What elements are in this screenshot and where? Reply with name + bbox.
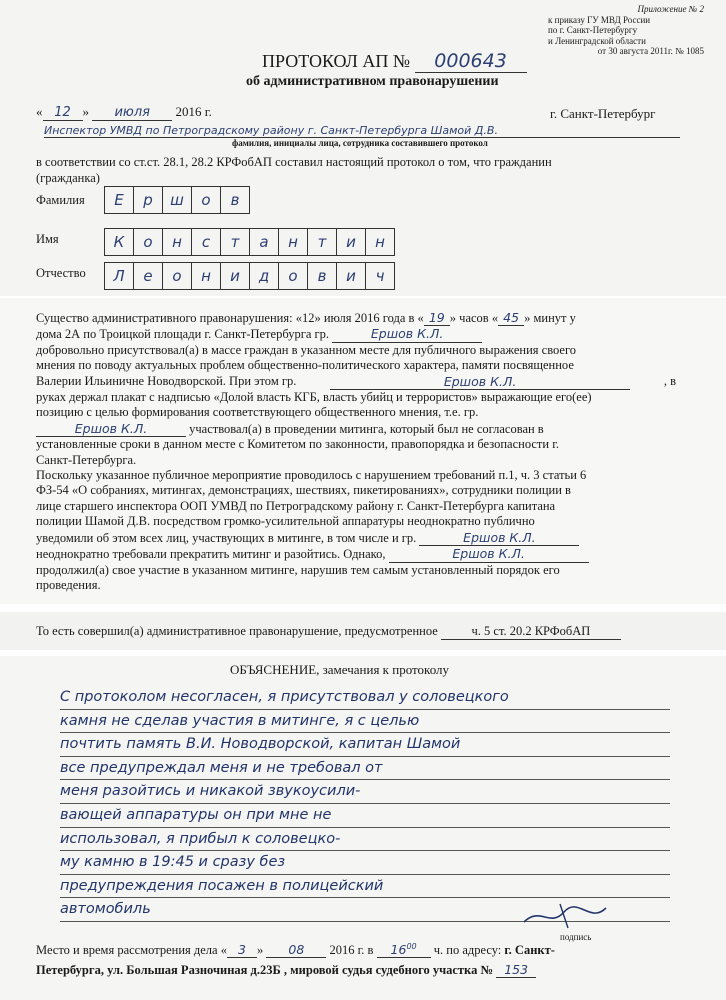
patronymic-cell: ч	[366, 263, 395, 289]
explanation-line: автомобиль	[60, 898, 670, 922]
name-label: Имя	[36, 232, 59, 246]
explanation-line: вающей аппаратуры он при мне не	[60, 804, 670, 828]
explanation-line: предупреждения посажен в полицейский	[60, 875, 670, 899]
surname-cell: в	[221, 187, 250, 213]
explanation-line: использовал, я прибыл к соловецко-	[60, 828, 670, 852]
patronymic-cell: и	[337, 263, 366, 289]
surname-cell: о	[192, 187, 221, 213]
intro-text-2: (гражданка)	[36, 171, 100, 185]
essence-line-13: лице старшего инспектора ООП УМВД по Петроградскому району г. Санкт-Петербурга капитана	[36, 498, 556, 513]
name-cell: т	[221, 229, 250, 255]
surname-cells	[104, 186, 250, 214]
protocol-city: г. Санкт-Петербург	[550, 106, 656, 121]
officer-caption: фамилия, инициалы лица, сотрудника составившего протокол	[232, 138, 488, 148]
explanation-line: камня не сделав участия в митинге, я с целью	[60, 710, 670, 734]
essence-line-4: мнения по поводу актуальных проблем общественно-политического характера, памяти посвященное	[36, 358, 574, 373]
patronymic-cell: о	[163, 263, 192, 289]
explanation-line: С протоколом несогласен, я присутствовал у соловецкого	[60, 686, 670, 710]
essence-line-9: установленные сроки в данном месте с Комитетом по законности, правопорядка и безопасности г.	[36, 437, 560, 452]
essence-line-17: продолжил(а) свое участие в указанном митинге, нарушив тем самым установленный порядок его	[36, 562, 560, 577]
patronymic-cell: о	[279, 263, 308, 289]
page-title: ПРОТОКОЛ АП № 000643	[262, 50, 527, 73]
explanation-line: все предупреждал меня и не требовал от	[60, 757, 670, 781]
officer-name: Инспектор УМВД по Петроградскому району г. Санкт-Петербурга Шамой Д.В.	[44, 124, 680, 138]
patronymic-cells	[104, 262, 395, 290]
essence-line-10: Санкт-Петербурга.	[36, 452, 137, 467]
appendix-note: Приложение № 2 к приказу ГУ МВД России по г. Санкт-Петербургу и Ленинградской области от 30 августа 2011г. № 1085	[548, 4, 704, 56]
essence-line-12: ФЗ-54 «О собраниях, митингах, демонстрациях, шествиях, пикетированиях», сотрудники полиции в	[36, 483, 571, 498]
protocol-date: « 12 » июля 2016 г.	[36, 104, 212, 120]
essence-line-16: неоднократно требовали прекратить митинг и разойтись. Однако, Ершов К.Л.	[36, 546, 676, 562]
name-cell: т	[308, 229, 337, 255]
essence-line-8: Ершов К.Л. участвовал(а) в проведении митинга, который был не согласован в	[36, 421, 676, 437]
page-subtitle: об административном правонарушении	[246, 74, 499, 89]
name-cell: о	[134, 229, 163, 255]
surname-cell: ш	[163, 187, 192, 213]
essence-body	[36, 310, 676, 593]
intro-text: в соответствии со ст.ст. 28.1, 28.2 КРФобАП составил настоящий протокол о том, что гражданин	[36, 155, 552, 169]
surname-cell: Е	[105, 187, 134, 213]
patronymic-cell: Л	[105, 263, 134, 289]
surname-label: Фамилия	[36, 193, 85, 207]
name-cell: н	[279, 229, 308, 255]
essence-line-5: Валерии Ильиничне Новодворской. При этом гр. Ершов К.Л. , в	[36, 373, 676, 389]
surname-cell: р	[134, 187, 163, 213]
signature-caption: подпись	[560, 932, 592, 942]
essence-line-15: уведомили об этом всех лиц, участвующих в митинге, в том числе и гр. Ершов К.Л.	[36, 530, 676, 546]
essence-line-2: дома 2А по Троицкой площади г. Санкт-Петербурга гр. Ершов К.Л.	[36, 326, 676, 342]
explanation-text	[60, 686, 670, 922]
patronymic-cell: д	[250, 263, 279, 289]
essence-line-18: проведения.	[36, 577, 101, 592]
violation-article: ч. 5 ст. 20.2 КРФобАП	[441, 624, 621, 640]
name-cell: н	[163, 229, 192, 255]
explanation-line: му камню в 19:45 и сразу без	[60, 851, 670, 875]
name-cell: и	[337, 229, 366, 255]
signature	[520, 902, 610, 930]
name-cell: а	[250, 229, 279, 255]
patronymic-cell: в	[308, 263, 337, 289]
patronymic-label: Отчество	[36, 266, 86, 280]
hearing-line-2: Петербурга, ул. Большая Разночиная д.23Б , мировой судья судебного участка № 153	[36, 962, 536, 978]
name-cell: н	[366, 229, 395, 255]
name-cell: К	[105, 229, 134, 255]
name-cells	[104, 228, 395, 256]
essence-line-14: полиции Шамой Д.В. посредством громко-усилительной аппаратуры неоднократно публично	[36, 514, 535, 529]
patronymic-cell: е	[134, 263, 163, 289]
essence-line-11: Поскольку указанное публичное мероприятие проводилось с нарушением требований п.1, ч. 3 статьи 6	[36, 468, 587, 483]
name-cell: с	[192, 229, 221, 255]
essence-line-3: добровольно присутствовал(а) в массе граждан в указанном месте для публичного выражения своего	[36, 342, 577, 357]
explanation-title: ОБЪЯСНЕНИЕ, замечания к протоколу	[230, 662, 450, 677]
patronymic-cell: н	[192, 263, 221, 289]
patronymic-cell: и	[221, 263, 250, 289]
hearing-line-1: Место и время рассмотрения дела « 3 » 08 2016 г. в $16^{00}$ ч. по адресу: г. Санкт-	[36, 942, 555, 958]
explanation-line: почтить память В.И. Новодворской, капитан Шамой	[60, 733, 670, 757]
explanation-line: меня разойтись и никакой звукоусили-	[60, 780, 670, 804]
essence-line-6: руках держал плакат с надписью «Долой власть КГБ, власть убийц и террористов» выражающие его(ее)	[36, 390, 592, 405]
protocol-number: 000643	[415, 50, 527, 73]
essence-line-7: позицию с целью формирования соответствующего общественного мнения, т.е. гр.	[36, 405, 479, 420]
violation-line: То есть совершил(а) административное правонарушение, предусмотренное ч. 5 ст. 20.2 КРФобАП	[36, 624, 621, 640]
essence-line-1: Существо административного правонарушения: «12» июля 2016 года в « 19 » часов « 45 » минут у	[36, 310, 576, 325]
